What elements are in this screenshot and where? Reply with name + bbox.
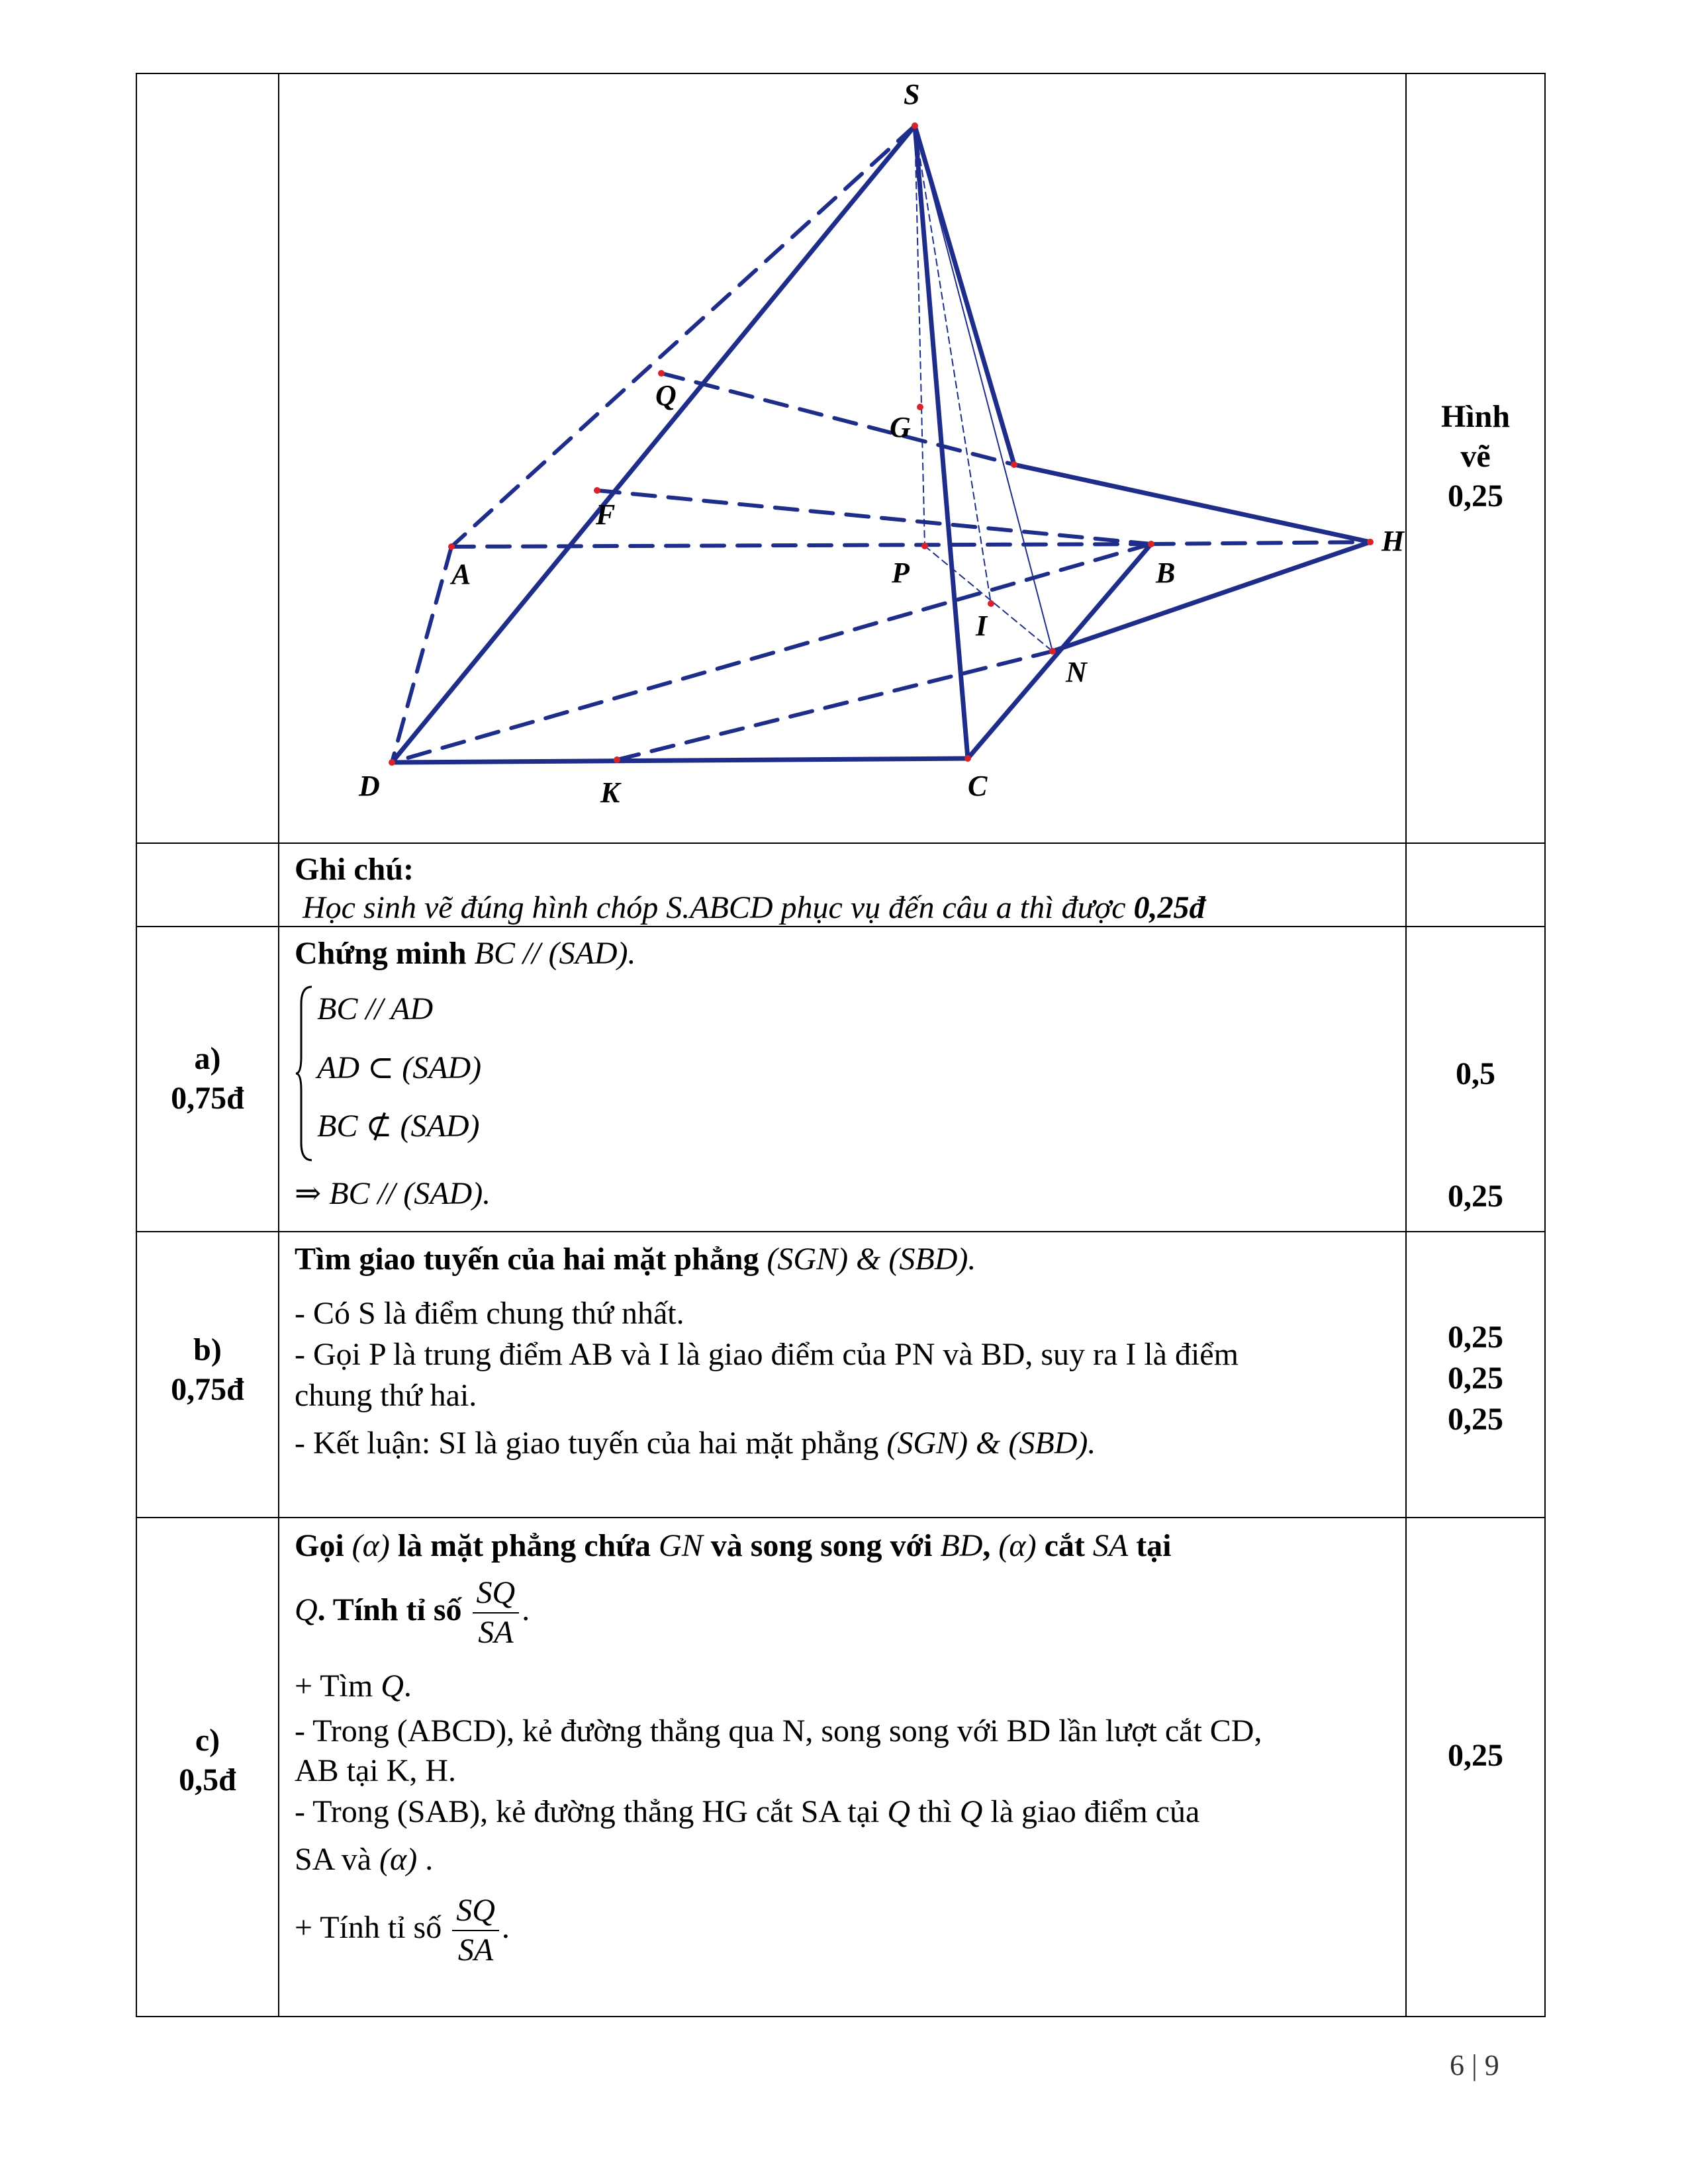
part-c-bd: BD (940, 1528, 983, 1563)
edge-KN (617, 651, 1053, 760)
edge-line-H (1014, 465, 1370, 542)
part-c-l3c: là giao điểm của (990, 1794, 1200, 1829)
part-a-header (137, 1039, 278, 1118)
edge-PN (925, 546, 1053, 651)
label-F: F (596, 498, 616, 531)
label-G: G (890, 411, 911, 443)
label-B: B (1156, 557, 1176, 589)
part-c-t4: , (982, 1528, 991, 1563)
part-c-find-q (295, 1668, 412, 1704)
part-b-label: b) (193, 1332, 222, 1367)
note-points: 0,25đ (1133, 890, 1205, 925)
part-c-sa: SA (1092, 1528, 1129, 1563)
fraction-denominator: SA (478, 1615, 514, 1650)
part-b-score2: 0,25 (1448, 1361, 1503, 1396)
part-a-content (295, 930, 1400, 1228)
label-Q: Q (655, 379, 677, 412)
part-b-line2: - Gọi P là trung điểm AB và I là giao điểm của PN và BD, suy ra I là điểm (295, 1337, 1239, 1372)
page-number: 6 | 9 (1450, 2049, 1499, 2081)
label-A: A (451, 558, 471, 590)
note-text: Học sinh vẽ đúng hình chóp S.ABCD phục vụ đến câu a thì được (303, 890, 1126, 925)
part-c-alpha: (α) (352, 1528, 390, 1563)
part-c-score: 0,25 (1448, 1738, 1503, 1773)
part-c-t6: tại (1136, 1528, 1172, 1563)
fraction-numerator-2: SQ (452, 1891, 499, 1931)
part-b-scores (1407, 1317, 1544, 1440)
point-F (594, 487, 600, 494)
edge-SD (392, 126, 915, 762)
part-c-dot: . (522, 1592, 530, 1628)
part-b-line4: - Kết luận: SI là giao tuyến của hai mặt phẳng (295, 1426, 879, 1461)
part-c-l4 (295, 1841, 433, 1878)
part-b-line3: chung thứ hai. (295, 1378, 477, 1413)
table-divider (136, 1231, 1546, 1232)
table-divider (1405, 73, 1407, 2017)
part-a-points: 0,75đ (171, 1081, 244, 1116)
part-b-line4-math: (SGN) & (SBD). (886, 1426, 1096, 1461)
point-K (614, 756, 620, 763)
edge-BH (1151, 542, 1370, 544)
table-border (136, 2016, 1546, 2017)
point-C (964, 755, 971, 762)
part-a-title-line (295, 935, 636, 972)
find-q-q: Q (381, 1668, 404, 1704)
point-G (917, 404, 923, 410)
edge-FB (597, 490, 1151, 544)
edge-SI (915, 126, 991, 604)
part-b-header (137, 1330, 278, 1410)
label-D: D (359, 770, 380, 802)
part-b-line1: - Có S là điểm chung thứ nhất. (295, 1296, 684, 1331)
part-c-dot-2: . (501, 1910, 510, 1946)
part-c-l3-q: Q (887, 1794, 911, 1829)
label-I: I (976, 610, 988, 642)
part-b-score3: 0,25 (1448, 1402, 1503, 1437)
part-c-t7: . Tính tỉ số (317, 1592, 462, 1628)
label-H: H (1382, 525, 1405, 557)
part-a-sys3: BC ⊄ (SAD) (317, 1109, 480, 1144)
part-c-l3 (295, 1794, 1199, 1830)
part-c-l1: - Trong (ABCD), kẻ đường thẳng qua N, song song với BD lần lượt cắt CD, (295, 1713, 1262, 1749)
part-a-sys2: AD ⊂ (SAD) (317, 1050, 482, 1085)
part-c-header (137, 1721, 278, 1800)
figure-score-label2: vẽ (1460, 439, 1491, 474)
point-extra (1011, 461, 1017, 468)
point-P (921, 543, 928, 549)
edge-DC (392, 758, 968, 762)
part-c-ratio-line (295, 1891, 510, 1970)
edge-AD (392, 547, 451, 762)
label-N: N (1066, 656, 1087, 688)
part-b-title-math: (SGN) & (SBD). (767, 1242, 976, 1277)
part-a-sys1: BC // AD (317, 991, 434, 1026)
point-A (448, 543, 455, 550)
label-P: P (892, 557, 910, 589)
part-a-title: Chứng minh (295, 936, 467, 971)
part-c-content (295, 1521, 1400, 2014)
part-a-score2: 0,25 (1448, 1179, 1503, 1214)
part-b-title-line (295, 1241, 976, 1277)
part-c-points: 0,5đ (179, 1762, 236, 1797)
table-divider (136, 1517, 1546, 1518)
part-c-l4-alpha: (α) (379, 1842, 418, 1877)
part-c-t5: cắt (1044, 1528, 1085, 1563)
point-I (988, 600, 994, 607)
pyramid-figure (279, 74, 1405, 842)
part-c-l4b: . (425, 1842, 434, 1877)
figure-score-label: Hình (1440, 399, 1511, 434)
figure-score-value: 0,25 (1448, 478, 1503, 514)
label-S: S (904, 78, 920, 111)
label-C: C (968, 770, 988, 802)
fraction-numerator: SQ (473, 1574, 520, 1614)
part-c-ratio-text: + Tính tỉ số (295, 1910, 442, 1946)
part-c-l4a: SA và (295, 1842, 372, 1877)
point-N (1049, 648, 1056, 655)
part-a-conclusion: ⇒ BC // (SAD). (295, 1176, 491, 1211)
part-c-alpha2: (α) (998, 1528, 1037, 1563)
label-K: K (600, 776, 620, 809)
note-text-line (295, 889, 1400, 927)
edge-SA (451, 126, 915, 547)
table-divider (136, 842, 1546, 844)
part-a-label: a) (194, 1041, 221, 1076)
point-B (1148, 541, 1154, 547)
part-c-label: c) (195, 1723, 220, 1758)
point-S (912, 122, 918, 129)
find-q-text: + Tìm (295, 1668, 373, 1704)
part-c-gn: GN (659, 1528, 703, 1563)
part-b-line4-wrap (295, 1425, 1096, 1461)
part-b-score1: 0,25 (1448, 1320, 1503, 1355)
fraction-denominator-2: SA (457, 1933, 494, 1968)
table-border (1544, 73, 1546, 2017)
point-Q (658, 370, 665, 377)
edge-AB (451, 544, 1151, 547)
part-c-l3-q2: Q (959, 1794, 983, 1829)
ratio-fraction (473, 1574, 520, 1652)
part-c-t2: là mặt phẳng chứa (397, 1528, 651, 1563)
part-c-q: Q (295, 1592, 318, 1628)
part-c-title-line2 (295, 1574, 530, 1652)
figure-score (1407, 397, 1544, 516)
part-c-t1: Gọi (295, 1528, 344, 1563)
note-title: Ghi chú: (295, 852, 414, 887)
find-q-end: . (403, 1668, 412, 1704)
answer-table (136, 73, 1546, 2017)
part-b-title: Tìm giao tuyến của hai mặt phẳng (295, 1242, 759, 1277)
system-brace (295, 984, 314, 1163)
point-D (389, 759, 395, 766)
part-c-l2: AB tại K, H. (295, 1753, 456, 1788)
part-a-title-math: BC // (SAD). (474, 936, 636, 971)
part-c-t3: và song song với (710, 1528, 933, 1563)
ratio-fraction-2 (452, 1891, 499, 1970)
point-H (1367, 539, 1374, 545)
part-c-l3a: - Trong (SAB), kẻ đường thẳng HG cắt SA tại (295, 1794, 880, 1829)
part-b-content (295, 1234, 1400, 1516)
part-c-title-line1 (295, 1527, 1172, 1564)
part-c-l3b: thì (918, 1794, 952, 1829)
note-cell (295, 850, 1400, 927)
part-a-score1: 0,5 (1456, 1056, 1495, 1091)
part-b-points: 0,75đ (171, 1372, 244, 1407)
